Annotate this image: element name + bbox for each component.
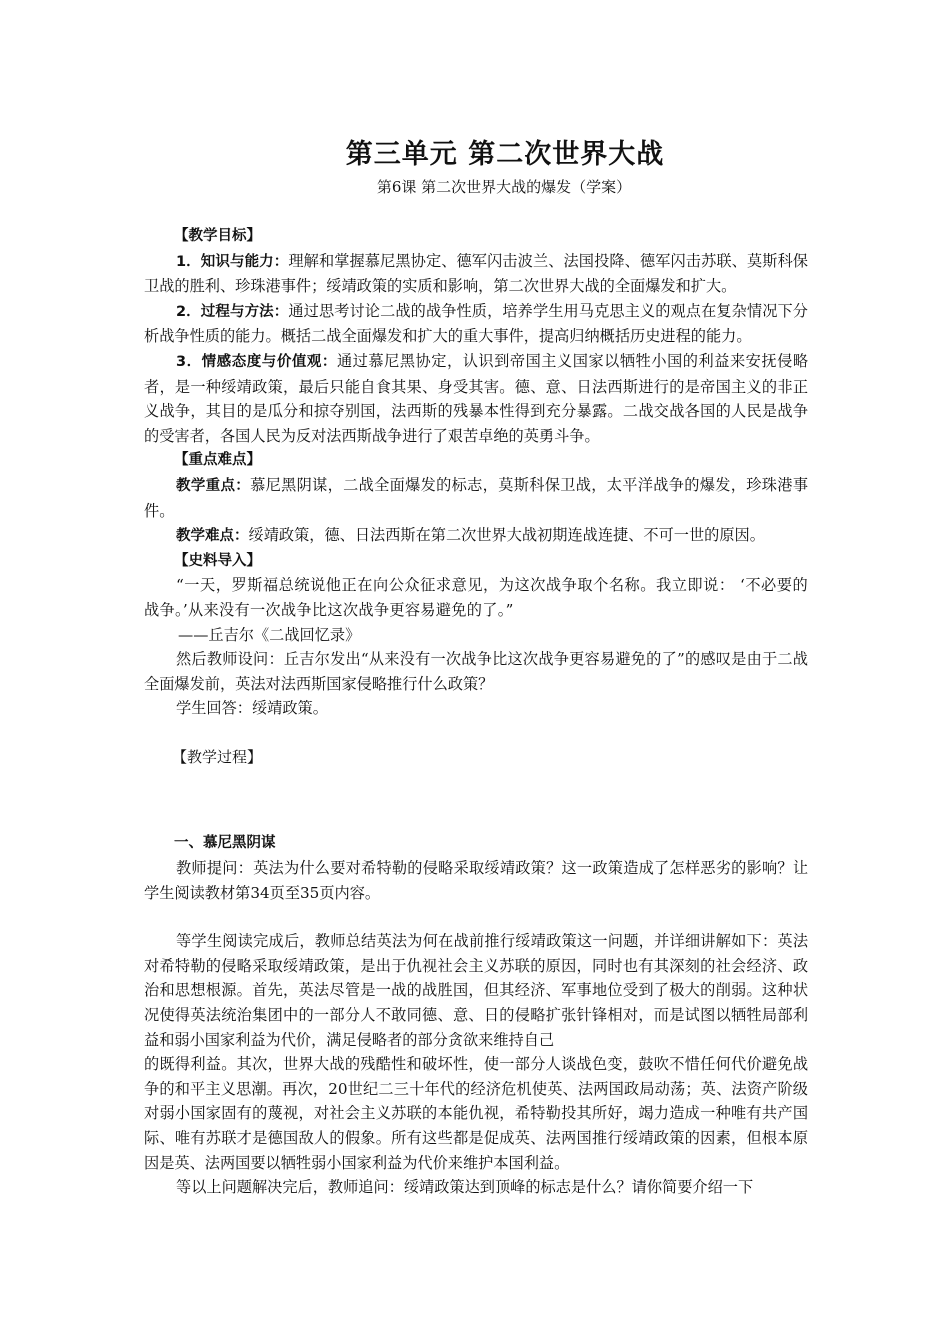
document-body bbox=[144, 224, 808, 1200]
objective-text: 通过慕尼黑协定，认识到帝国主义国家以牺牲小国的利益来安抚侵略者，是一种绥靖政策，最后只能自食其果、身受其害。德、意、日法西斯进行的是帝国主义的非正义战争，其目的是瓜分和掠夺别国，法西斯的残暴本性得到充分暴露。二战交战各国的人民是战争的受害者，各国人民为反对法西斯战争进行了艰苦卓绝的英勇斗争。 bbox=[144, 351, 809, 445]
objective-text: 通过思考讨论二战的战争性质，培养学生用马克思主义的观点在复杂情况下分析战争性质的能力。概括二战全面爆发和扩大的重大事件，提高归纳概括历史进程的能力。 bbox=[144, 301, 808, 346]
churchill-quote: “一天，罗斯福总统说他正在向公众征求意见，为这次战争取个名称。我立即说： ‘不必要的战争。’从来没有一次战争比这次战争更容易避免的了。” bbox=[144, 576, 808, 619]
difficulty-lead: 教学难点： bbox=[176, 528, 249, 545]
process-heading: 【教学过程】 bbox=[172, 747, 263, 766]
keypoints-heading: 【重点难点】 bbox=[174, 452, 261, 469]
focus-text: 慕尼黑阴谋，二战全面爆发的标志，莫斯科保卫战，太平洋战争的爆发，珍珠港事件。 bbox=[144, 475, 809, 520]
focus-paragraph bbox=[144, 473, 808, 523]
student-answer: 学生回答：绥靖政策。 bbox=[176, 699, 328, 718]
document-subtitle: 第6课 第二次世界大战的爆发（学案） bbox=[376, 178, 632, 196]
objective-item bbox=[144, 299, 808, 349]
section1-summary-continued: 的既得利益。其次，世界大战的残酷性和破坏性，使一部分人谈战色变，鼓吹不惜任何代价避免战争的和平主义思潮。再次，20世纪二三十年代的经济危机使英、法两国政局动荡；英、法资产阶级对弱小国家固有的蔑视，对社会主义苏联的本能仇视，希特勒投其所好，竭力造成一种唯有共产国际、唯有苏联才是德国敌人的假象。所有这些都是促成英、法两国推行绥靖政策的因素，但根本原因是英、法两国要以牺牲弱小国家利益为代价来维护本国利益。 bbox=[144, 1055, 808, 1172]
quote-attribution: ——丘吉尔《二战回忆录》 bbox=[178, 625, 361, 644]
document-title: 第三单元 第二次世界大战 bbox=[345, 139, 665, 170]
spacer bbox=[144, 905, 808, 929]
section1-summary: 等学生阅读完成后，教师总结英法为何在战前推行绥靖政策这一问题，并详细讲解如下：英法对希特勒的侵略采取绥靖政策，是出于仇视社会主义苏联的原因，同时也有其深刻的社会经济、政治和思想根源。首先，英法尽管是一战的战胜国，但其经济、军事地位受到了极大的削弱。这种状况使得英法统治集团中的一部分人不敢同德、意、日的侵略扩张针锋相对，而是试图以牺牲局部利益和弱小国家利益为代价，满足侵略者的部分贪欲来维持自己 bbox=[144, 932, 808, 1049]
objective-text: 理解和掌握慕尼黑协定、德军闪击波兰、法国投降、德军闪击苏联、莫斯科保卫战的胜利、珍珠港事件；绥靖政策的实质和影响，第二次世界大战的全面爆发和扩大。 bbox=[144, 251, 808, 296]
objective-item bbox=[144, 349, 808, 448]
difficulty-text: 绥靖政策，德、日法西斯在第二次世界大战初期连战连捷、不可一世的原因。 bbox=[248, 526, 765, 545]
spacer bbox=[144, 769, 808, 831]
objective-lead: 2．过程与方法： bbox=[176, 303, 289, 320]
section1-question: 教师提问：英法为什么要对希特勒的侵略采取绥靖政策？这一政策造成了怎样恶劣的影响？让学生阅读教材第34页至35页内容。 bbox=[144, 859, 808, 902]
objective-lead: 3．情感态度与价值观： bbox=[176, 353, 337, 370]
section1-followup: 等以上问题解决完后，教师追问：绥靖政策达到顶峰的标志是什么？请你简要介绍一下 bbox=[176, 1178, 754, 1197]
intro-heading: 【史料导入】 bbox=[174, 552, 261, 569]
teacher-question: 然后教师设问：丘吉尔发出“从来没有一次战争比这次战争更容易避免的了”的感叹是由于二战全面爆发前，英法对法西斯国家侵略推行什么政策？ bbox=[144, 650, 808, 693]
objectives-heading: 【教学目标】 bbox=[174, 228, 261, 244]
spacer bbox=[144, 721, 808, 745]
objective-item bbox=[144, 249, 808, 299]
difficulty-paragraph bbox=[144, 523, 808, 549]
objective-lead: 1．知识与能力： bbox=[176, 253, 289, 270]
section1-heading: 一、慕尼黑阴谋 bbox=[174, 835, 276, 852]
focus-lead: 教学重点： bbox=[176, 477, 251, 494]
